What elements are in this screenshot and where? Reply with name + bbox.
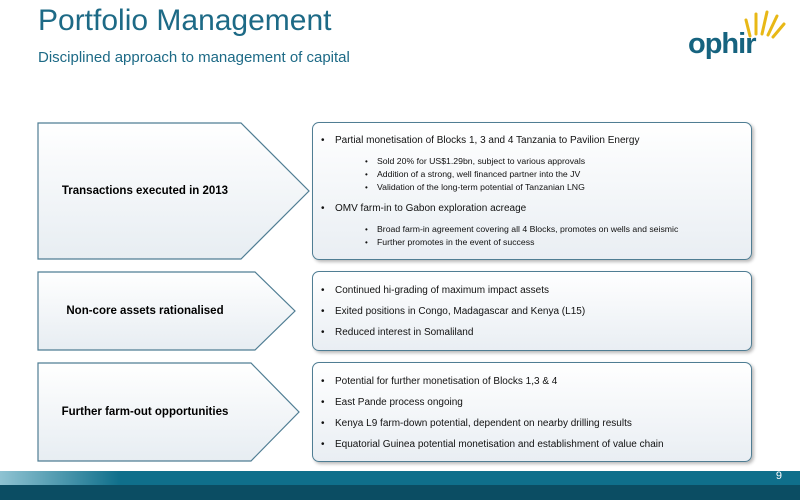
bullet-item: • OMV farm-in to Gabon exploration acreage: [321, 203, 526, 214]
row-label: Non-core assets rationalised: [66, 305, 224, 317]
page-subtitle: Disciplined approach to management of capital: [38, 49, 350, 66]
bullet-item: • Equatorial Guinea potential monetisation and establishment of value chain: [321, 439, 664, 450]
row-label: Further farm-out opportunities: [61, 406, 229, 418]
sub-bullet-item: • Broad farm-in agreement covering all 4 Blocks, promotes on wells and seismic: [365, 224, 678, 234]
footer-band: [0, 485, 800, 500]
bullet-item: • Partial monetisation of Blocks 1, 3 and 4 Tanzania to Pavilion Energy: [321, 135, 639, 146]
ophir-logo: [688, 6, 788, 66]
sub-bullet-item: • Further promotes in the event of success: [365, 237, 534, 247]
details-box: [312, 122, 752, 260]
row-label: Transactions executed in 2013: [61, 185, 229, 197]
footer-bar: [0, 471, 800, 485]
bullet-item: • Exited positions in Congo, Madagascar and Kenya (L15): [321, 306, 585, 317]
sub-bullet-item: • Addition of a strong, well financed partner into the JV: [365, 169, 580, 179]
bullet-item: • Kenya L9 farm-down potential, dependent on nearby drilling results: [321, 418, 632, 429]
page-number: 9: [775, 470, 782, 482]
sun-rays-icon: [740, 6, 786, 40]
row-transactions: [0, 122, 800, 260]
bullet-item: • Reduced interest in Somaliland: [321, 327, 473, 338]
details-box: [312, 271, 752, 351]
bullet-item: • East Pande process ongoing: [321, 397, 463, 408]
bullet-item: • Continued hi-grading of maximum impact assets: [321, 285, 549, 296]
logo-wordmark: ophir: [688, 28, 756, 60]
row-non-core: [0, 271, 800, 351]
row-farm-out: [0, 362, 800, 462]
sub-bullet-item: • Sold 20% for US$1.29bn, subject to various approvals: [365, 156, 585, 166]
sub-bullet-item: • Validation of the long-term potential of Tanzanian LNG: [365, 182, 585, 192]
page-title: Portfolio Management: [38, 4, 332, 37]
bullet-item: • Potential for further monetisation of Blocks 1,3 & 4: [321, 376, 557, 387]
details-box: [312, 362, 752, 462]
